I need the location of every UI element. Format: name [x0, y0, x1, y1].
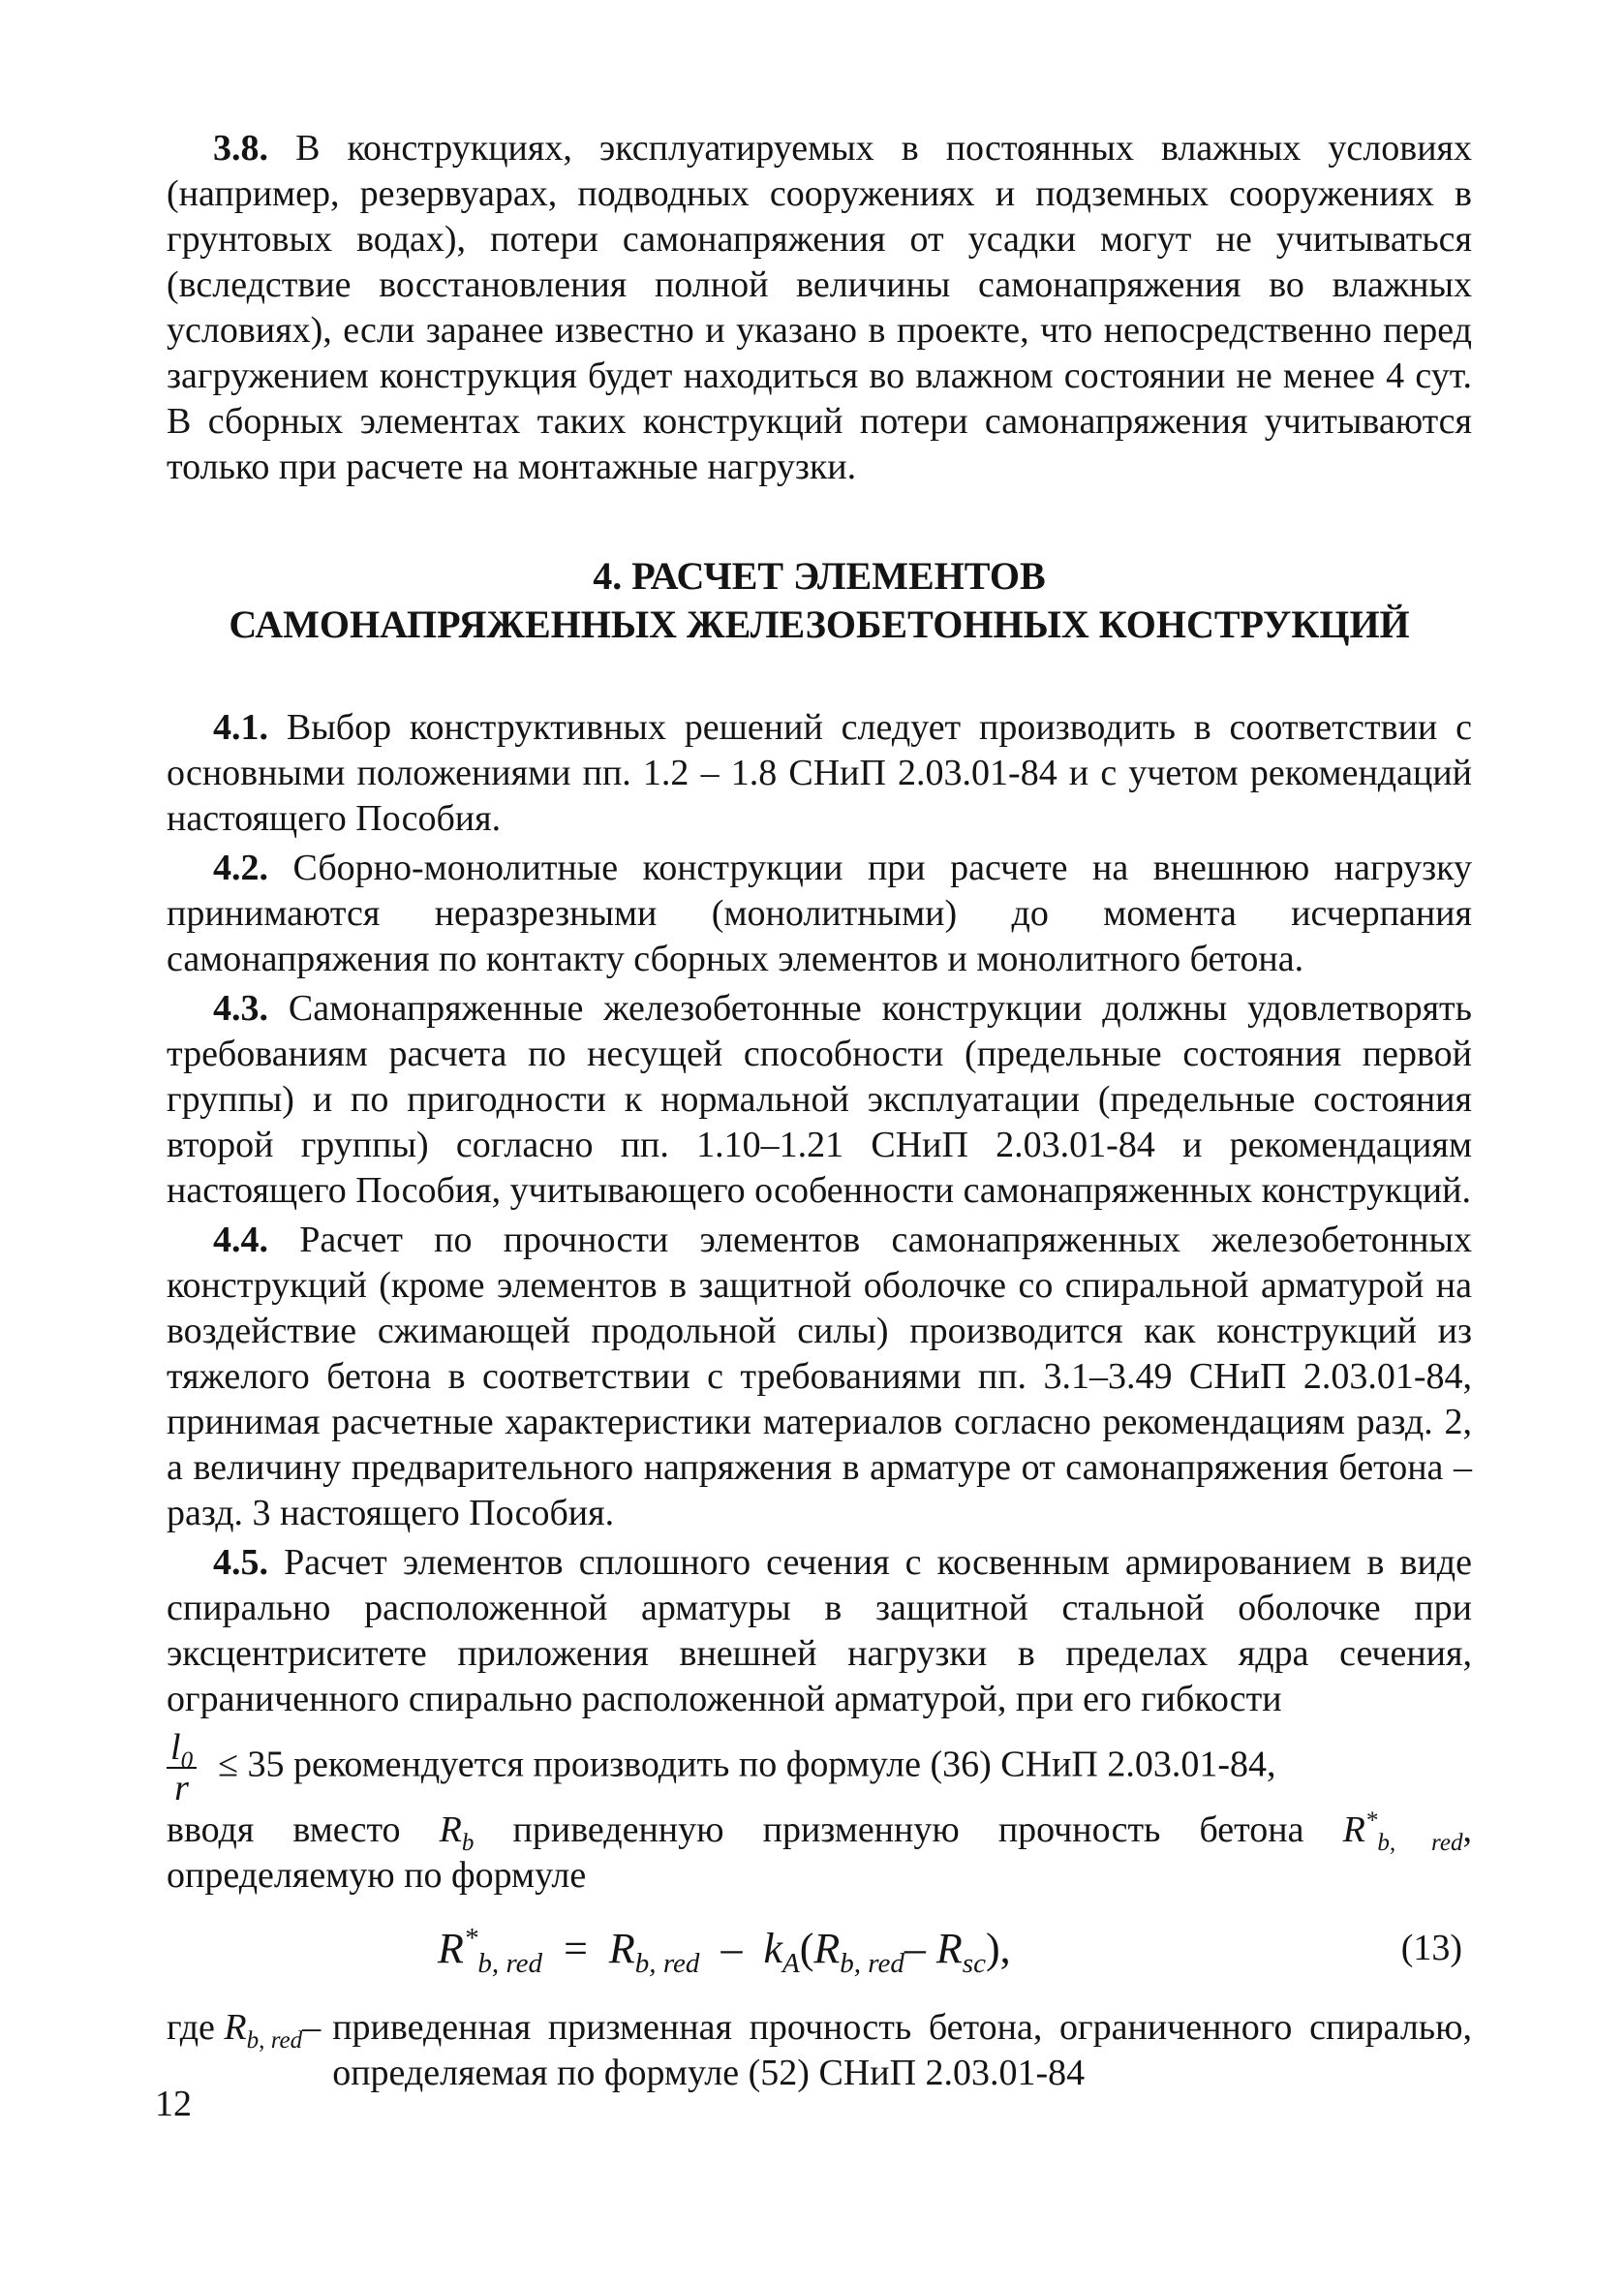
term-1-letter: R [608, 1925, 635, 1972]
symbol-rb [439, 1809, 475, 1856]
section-heading-line-1: 4. РАСЧЕТ ЭЛЕМЕНТОВ [593, 554, 1046, 598]
paragraph-text: В конструкциях, эксплуатируемых в постоянных влажных условиях (например, резервуарах, подводных сооружениях и подземных сооружениях в грунтовых водах), потери самонапряжения от усадки могут не учитываться (вследствие восстановления полной величины самонапряжения во влажных условиях), если заранее известно и указано в проекте, что непосредственно перед загружением конструкция будет находиться во влажном состоянии не менее 4 сут. В сборных элементах таких конструкций потери самонапряжения учитываются только при расчете на монтажные нагрузки. [167, 128, 1473, 487]
paragraph-4-2 [167, 846, 1472, 982]
lhs-letter: R [438, 1925, 464, 1972]
symbol-star: * [1364, 1808, 1378, 1835]
paragraph-text: Расчет элементов сплошного сечения с косвенным армированием в виде спирально расположенной арматуры в защитной стальной оболочке при эксцентриситете приложения внешней нагрузки в пределах ядра сечения, ограниченного спирально расположенной арматурой, при его гибкости [167, 1542, 1472, 1719]
equation-number: (13) [1400, 1928, 1462, 1968]
where-symbol [224, 2007, 303, 2054]
paragraph-number: 4.2. [213, 848, 268, 888]
paragraph-number: 4.4. [213, 1220, 268, 1260]
paragraph-number: 4.3. [213, 988, 268, 1029]
where-symbol-letter: R [224, 2007, 247, 2048]
coef-subscript: A [781, 1948, 800, 1980]
section-heading-line-2: САМОНАПРЯЖЕННЫХ ЖЕЛЕЗОБЕТОННЫХ КОНСТРУКЦИЙ [229, 603, 1410, 646]
definition-line [167, 1808, 1472, 1899]
section-heading [167, 552, 1472, 649]
symbol-subscript: b, red [1377, 1829, 1463, 1856]
paragraph-4-5 [167, 1540, 1472, 1722]
definition-text-c: , определяемую по формуле [167, 1809, 1473, 1896]
where-definition: приведенная призменная прочность бетона, ограниченного спиралью, определяемая по формуле (52) СНиП 2.03.01-84 [332, 2007, 1472, 2093]
paragraph-text: Расчет по прочности элементов самонапряженных железобетонных конструкций (кроме элементов в защитной оболочке со спиральной арматурой на воздействие сжимающей продольной силы) производится как конструкций из тяжелого бетона в соответствии с требованиями пп. 3.1–3.49 СНиП 2.03.01-84, принимая расчетные характеристики материалов согласно рекомендациям разд. 2, а величину предварительного напряжения в арматуре от самонапряжения бетона – разд. 3 настоящего Пособия. [167, 1220, 1473, 1533]
paragraph-number: 4.5. [213, 1542, 268, 1583]
symbol-rb-subscript: b [461, 1829, 475, 1856]
slenderness-text: ≤ 35 рекомендуется производить по формуле (36) СНиП 2.03.01-84, [218, 1744, 1276, 1785]
coef-letter: k [763, 1925, 782, 1972]
page-number: 12 [155, 2084, 192, 2124]
fraction-denominator: r [174, 1768, 189, 1808]
paragraph-4-4 [167, 1218, 1472, 1536]
where-word: где [167, 2007, 215, 2048]
where-clause [167, 2005, 1472, 2096]
formula-13 [167, 1910, 1472, 1997]
slenderness-fraction [167, 1728, 197, 1808]
term-3-subscript: sc [962, 1948, 986, 1980]
page-body [167, 126, 1472, 2096]
term-2-letter: R [813, 1925, 841, 1972]
paragraph-text: Выбор конструктивных решений следует производить в соответствии с основными положениями пп. 1.2 – 1.8 СНиП 2.03.01-84 и с учетом рекомендаций настоящего Пособия. [167, 707, 1472, 839]
minus-sign: – [720, 1925, 743, 1972]
paragraph-text: Самонапряженные железобетонные конструкции должны удовлетворять требованиям расчета по несущей способности (предельные состояния первой группы) и по пригодности к нормальной эксплуатации (предельные состояния второй группы) согласно пп. 1.10–1.21 СНиП 2.03.01-84 и рекомендациям настоящего Пособия, учитывающего особенности самонапряженных конструкций. [167, 988, 1472, 1211]
paragraph-3-8 [167, 126, 1472, 490]
lhs-star: * [463, 1923, 478, 1955]
symbol-rb-red-star [1342, 1808, 1463, 1856]
where-symbol-subscript: b, red [246, 2026, 303, 2054]
symbol-rb-letter: R [439, 1809, 462, 1850]
term-3-letter: R [935, 1925, 963, 1972]
formula-expression [438, 1923, 1011, 1980]
slenderness-line [167, 1728, 1472, 1808]
paragraph-number: 4.1. [213, 707, 268, 748]
fraction-numerator [167, 1727, 197, 1774]
symbol-letter: R [1342, 1809, 1365, 1850]
term-2-subscript: b, red [840, 1948, 904, 1980]
inner-minus-sign: – [904, 1925, 926, 1972]
fraction-numerator-subscript: 0 [180, 1746, 194, 1774]
fraction-numerator-symbol: l [170, 1727, 181, 1768]
where-dash: – [302, 2007, 322, 2048]
lhs-subscript: b, red [477, 1948, 543, 1980]
paragraph-number: 3.8. [213, 128, 268, 169]
left-paren: ( [799, 1925, 814, 1972]
definition-text-b: приведенную призменную прочность бетона [512, 1809, 1304, 1850]
paragraph-4-3 [167, 986, 1472, 1214]
definition-text-a: вводя вместо [167, 1809, 401, 1850]
term-1-subscript: b, red [634, 1948, 700, 1980]
equals-sign: = [564, 1925, 588, 1972]
paragraph-text: Сборно-монолитные конструкции при расчете на внешнюю нагрузку принимаются неразрезными (монолитными) до момента исчерпания самонапряжения по контакту сборных элементов и монолитного бетона. [167, 848, 1473, 979]
right-paren: ), [985, 1925, 1011, 1972]
paragraph-4-1 [167, 705, 1472, 842]
